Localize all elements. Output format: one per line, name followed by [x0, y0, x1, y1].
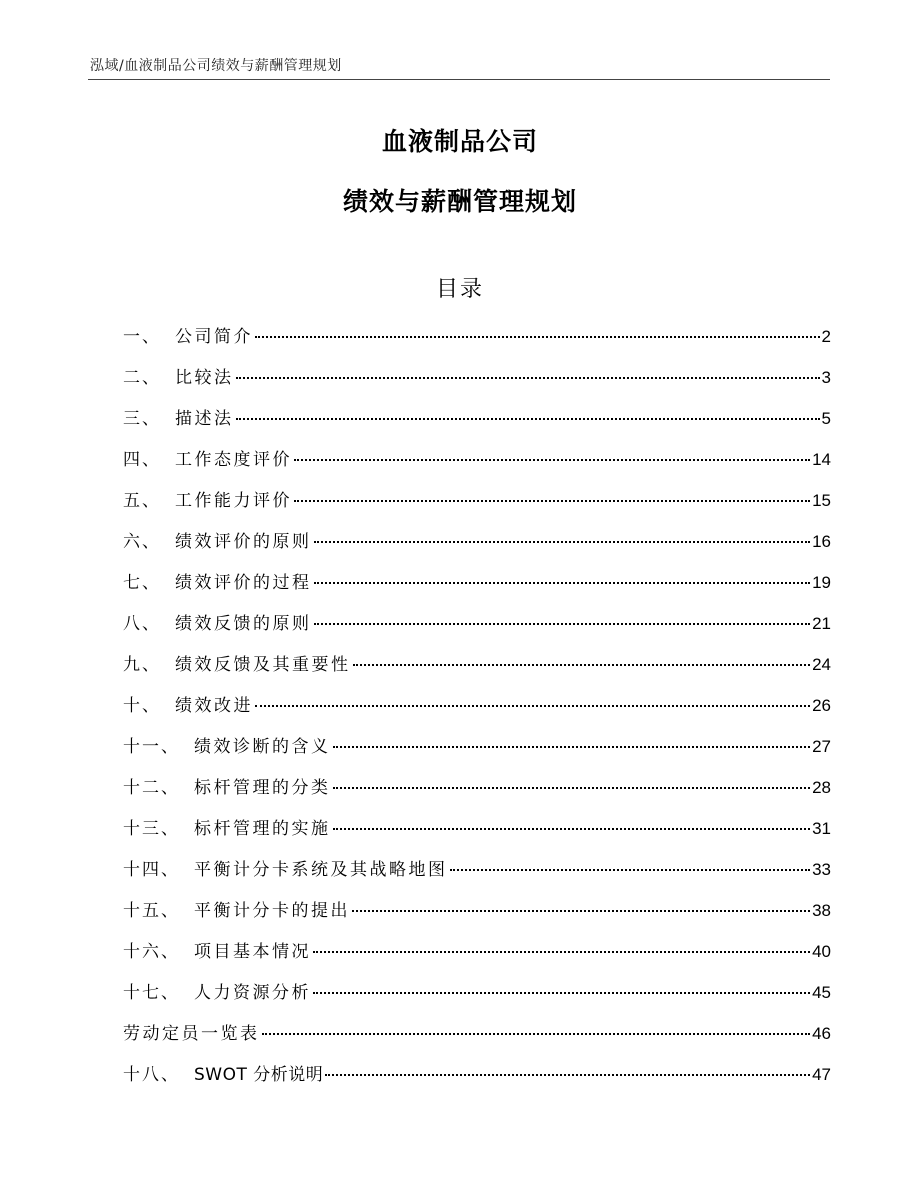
- toc-entry-number: 十一、: [123, 737, 180, 757]
- toc-entry-number: 十七、: [123, 983, 180, 1003]
- toc-entry-label: SWOT 分析说明: [194, 1065, 324, 1085]
- toc-leader-dots: [314, 623, 811, 625]
- toc-entry-page: 14: [812, 450, 831, 469]
- toc-leader-dots: [325, 1074, 810, 1076]
- toc-entry[interactable]: [123, 937, 831, 978]
- toc-entry-number: 十五、: [123, 901, 180, 921]
- toc-entry[interactable]: [123, 322, 831, 363]
- toc-entry[interactable]: [123, 486, 831, 527]
- toc-entry[interactable]: [123, 732, 831, 773]
- toc-entry-page: 28: [812, 778, 831, 797]
- toc-leader-dots: [294, 459, 810, 461]
- toc-entry-page: 27: [812, 737, 831, 756]
- toc-entry-number: 四、: [123, 450, 161, 470]
- toc-entry-label: 平衡计分卡的提出: [194, 901, 350, 921]
- toc-entry-number: 六、: [123, 532, 161, 552]
- document-subtitle: 绩效与薪酬管理规划: [342, 187, 577, 216]
- toc-entry[interactable]: [123, 363, 831, 404]
- toc-entry[interactable]: [123, 404, 831, 445]
- toc-leader-dots: [333, 828, 811, 830]
- toc-entry[interactable]: [123, 650, 831, 691]
- toc-entry[interactable]: [123, 978, 831, 1019]
- toc-entry-number: 二、: [123, 368, 161, 388]
- toc-leader-dots: [333, 746, 811, 748]
- toc-entry-label: 绩效评价的原则: [175, 532, 312, 552]
- toc-heading: 目录: [435, 277, 484, 302]
- toc-leader-dots: [314, 541, 811, 543]
- toc-entry-page: 38: [812, 901, 831, 920]
- toc-entry-number: 十六、: [123, 942, 180, 962]
- toc-entry[interactable]: [123, 896, 831, 937]
- toc-entry[interactable]: [123, 773, 831, 814]
- toc-entry-label: 描述法: [175, 409, 234, 429]
- toc-leader-dots: [236, 377, 820, 379]
- toc-leader-dots: [353, 664, 811, 666]
- toc-entry-label: 公司简介: [175, 327, 253, 347]
- toc-entry-label: 劳动定员一览表: [123, 1024, 260, 1044]
- toc-leader-dots: [313, 992, 810, 994]
- toc-entry-label: 绩效反馈及其重要性: [175, 655, 351, 675]
- toc-entry-page: 19: [812, 573, 831, 592]
- toc-entry-number: 十八、: [123, 1065, 180, 1085]
- toc-entry-number: 一、: [123, 327, 161, 347]
- toc-entry-label: 工作能力评价: [175, 491, 292, 511]
- toc-entry-number: 三、: [123, 409, 161, 429]
- toc-entry-number: 十三、: [123, 819, 180, 839]
- toc-entry[interactable]: [123, 1019, 831, 1060]
- toc-entry-label: 标杆管理的实施: [194, 819, 331, 839]
- toc-leader-dots: [352, 910, 810, 912]
- toc-leader-dots: [313, 951, 810, 953]
- toc-entry[interactable]: [123, 609, 831, 650]
- toc-entry-page: 26: [812, 696, 831, 715]
- table-of-contents: [123, 322, 831, 1101]
- toc-leader-dots: [255, 705, 810, 707]
- toc-entry-label: 人力资源分析: [194, 983, 311, 1003]
- toc-entry-label: 绩效反馈的原则: [175, 614, 312, 634]
- toc-entry-label: 标杆管理的分类: [194, 778, 331, 798]
- toc-entry-page: 45: [812, 983, 831, 1002]
- toc-entry-page: 24: [812, 655, 831, 674]
- document-title: 血液制品公司: [381, 127, 538, 156]
- toc-entry-label: 绩效评价的过程: [175, 573, 312, 593]
- toc-entry-page: 47: [812, 1065, 831, 1084]
- toc-entry-page: 15: [812, 491, 831, 510]
- toc-entry[interactable]: [123, 568, 831, 609]
- toc-entry-page: 3: [821, 368, 831, 387]
- toc-entry-page: 2: [821, 327, 831, 346]
- toc-entry[interactable]: [123, 855, 831, 896]
- toc-entry-label: 工作态度评价: [175, 450, 292, 470]
- toc-entry-label: 比较法: [175, 368, 234, 388]
- header-divider: [88, 79, 830, 80]
- toc-entry-page: 33: [812, 860, 831, 879]
- toc-entry-number: 九、: [123, 655, 161, 675]
- toc-entry-number: 十、: [123, 696, 161, 716]
- toc-entry-page: 16: [812, 532, 831, 551]
- toc-entry-number: 十四、: [123, 860, 180, 880]
- toc-entry[interactable]: [123, 691, 831, 732]
- toc-entry-page: 31: [812, 819, 831, 838]
- toc-entry-label: 项目基本情况: [194, 942, 311, 962]
- toc-entry-page: 46: [812, 1024, 831, 1043]
- toc-entry-number: 七、: [123, 573, 161, 593]
- toc-leader-dots: [294, 500, 810, 502]
- toc-entry-label: 绩效诊断的含义: [194, 737, 331, 757]
- toc-leader-dots: [236, 418, 820, 420]
- toc-leader-dots: [262, 1033, 811, 1035]
- toc-entry[interactable]: [123, 814, 831, 855]
- toc-entry-page: 21: [812, 614, 831, 633]
- toc-entry-number: 五、: [123, 491, 161, 511]
- toc-entry[interactable]: [123, 1060, 831, 1101]
- toc-entry-label: 平衡计分卡系统及其战略地图: [194, 860, 448, 880]
- toc-entry-page: 5: [821, 409, 831, 428]
- toc-leader-dots: [450, 869, 811, 871]
- toc-entry[interactable]: [123, 527, 831, 568]
- toc-leader-dots: [255, 336, 820, 338]
- toc-entry-page: 40: [812, 942, 831, 961]
- toc-entry-number: 十二、: [123, 778, 180, 798]
- toc-leader-dots: [333, 787, 811, 789]
- toc-entry-label: 绩效改进: [175, 696, 253, 716]
- toc-entry[interactable]: [123, 445, 831, 486]
- toc-leader-dots: [314, 582, 811, 584]
- toc-entry-number: 八、: [123, 614, 161, 634]
- running-header: 泓域/血液制品公司绩效与薪酬管理规划: [90, 58, 342, 74]
